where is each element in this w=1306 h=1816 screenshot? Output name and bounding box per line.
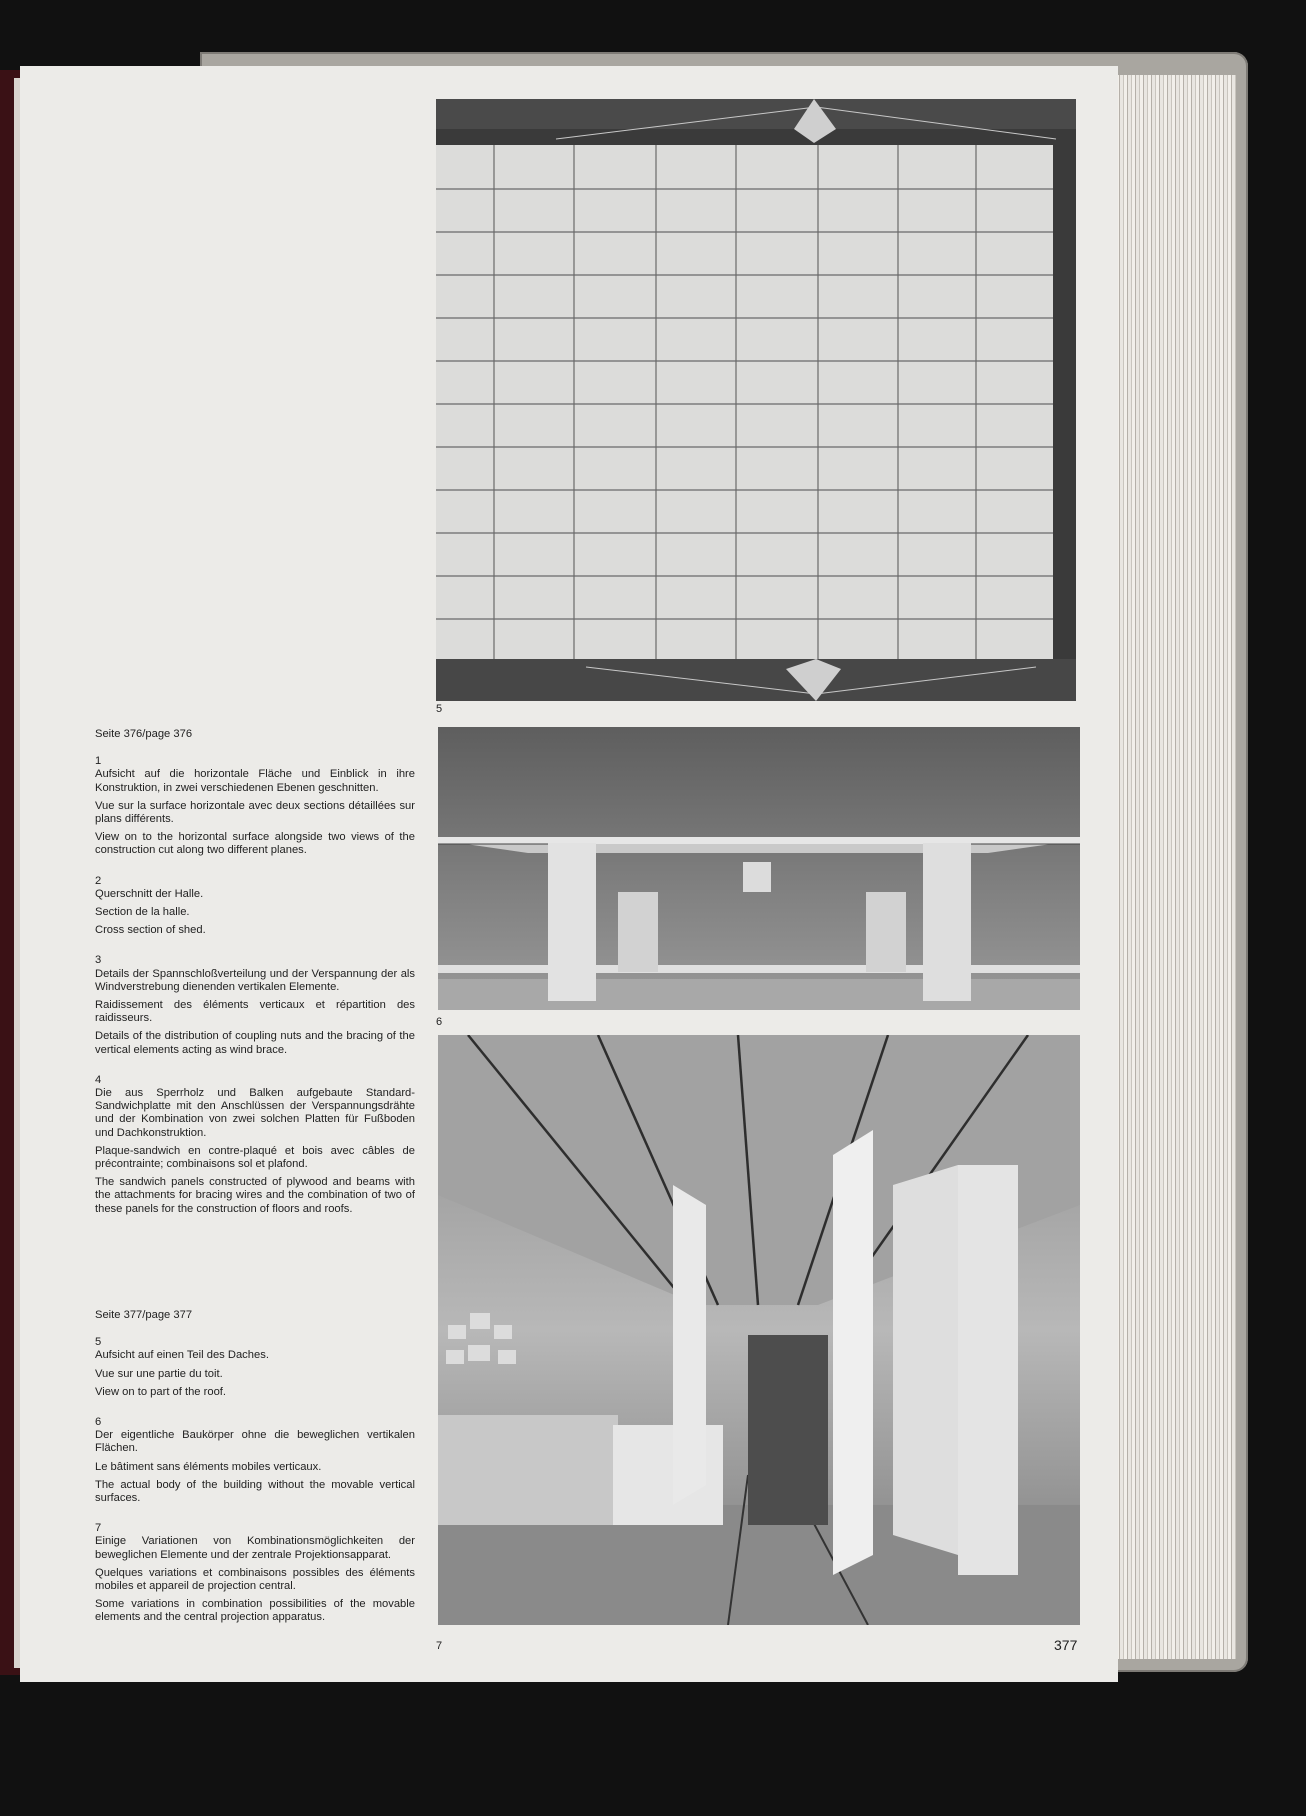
caption-text-de: Der eigentliche Baukörper ohne die beweglichen vertikalen Flächen.	[95, 1429, 415, 1455]
caption-6	[95, 1416, 415, 1505]
caption-number: 6	[95, 1415, 102, 1428]
caption-number: 2	[95, 874, 102, 887]
figure-6-number: 6	[436, 1016, 443, 1028]
page-reference-376: Seite 376/page 376	[95, 728, 193, 740]
caption-text-en: Some variations in combination possibilities of the movable elements and the central projection apparatus.	[95, 1598, 415, 1624]
page-number: 377	[1054, 1637, 1078, 1653]
figure-7-interior-photo	[438, 1035, 1080, 1625]
caption-text-fr: Section de la halle.	[95, 906, 190, 919]
caption-text-en: View on to part of the roof.	[95, 1385, 227, 1398]
caption-text-en: Details of the distribution of coupling nuts and the bracing of the vertical elements acting as wind brace.	[95, 1030, 415, 1056]
caption-text-fr: Vue sur une partie du toit.	[95, 1367, 223, 1380]
figure-7-number: 7	[436, 1640, 443, 1652]
page-edges	[1112, 75, 1236, 1659]
caption-1	[95, 755, 415, 857]
caption-text-en: The sandwich panels constructed of plywood and beams with the attachments for bracing wires and the combination of two of these panels for the construction of floors and roofs.	[95, 1176, 415, 1215]
caption-text-de: Die aus Sperrholz und Balken aufgebaute Standard-Sandwichplatte mit den Anschlüssen der Verspannungsdrähte und der Kombination von zwei solchen Platten für Fußboden und Dachkonstruktion.	[95, 1087, 415, 1139]
caption-text-fr: Raidissement des éléments verticaux et répartition des raidisseurs.	[95, 999, 415, 1025]
caption-column	[95, 728, 415, 1642]
caption-number: 3	[95, 954, 102, 967]
caption-7	[95, 1522, 415, 1624]
caption-number: 5	[95, 1336, 102, 1349]
caption-text-de: Aufsicht auf einen Teil des Daches.	[95, 1349, 269, 1362]
caption-text-de: Details der Spannschloßverteilung und der Verspannung der als Windverstrebung dienenden vertikalen Elemente.	[95, 967, 415, 993]
caption-text-de: Einige Variationen von Kombinationsmöglichkeiten der beweglichen Elemente und der zentrale Projektionsapparat.	[95, 1535, 415, 1561]
caption-number: 7	[95, 1522, 102, 1535]
caption-5	[95, 1336, 415, 1399]
caption-number: 1	[95, 755, 102, 768]
page-reference-377: Seite 377/page 377	[95, 1308, 193, 1321]
caption-number: 4	[95, 1073, 102, 1086]
figure-5-number: 5	[436, 703, 443, 715]
caption-text-de: Querschnitt der Halle.	[95, 887, 204, 900]
figure-6-section-photo	[438, 727, 1080, 1010]
figure-5-roof-photo	[436, 99, 1076, 701]
caption-text-fr: Le bâtiment sans éléments mobiles verticaux.	[95, 1460, 322, 1473]
caption-text-de: Aufsicht auf die horizontale Fläche und Einblick in ihre Konstruktion, in zwei verschiedenen Ebenen geschnitten.	[95, 768, 415, 794]
caption-4	[95, 1074, 415, 1216]
caption-text-fr: Vue sur la surface horizontale avec deux sections détaillées sur plans différents.	[95, 799, 415, 826]
caption-2	[95, 875, 415, 938]
caption-text-fr: Plaque-sandwich en contre-plaqué et bois avec câbles de précontrainte; combinaisons sol et plafond.	[95, 1144, 415, 1171]
caption-text-en: The actual body of the building without the movable vertical surfaces.	[95, 1478, 415, 1504]
caption-text-en: View on to the horizontal surface alongside two views of the construction cut along two different planes.	[95, 831, 415, 857]
caption-text-en: Cross section of shed.	[95, 924, 206, 937]
caption-3	[95, 954, 415, 1056]
caption-text-fr: Quelques variations et combinaisons possibles des éléments mobiles et appareil de projection central.	[95, 1566, 415, 1592]
